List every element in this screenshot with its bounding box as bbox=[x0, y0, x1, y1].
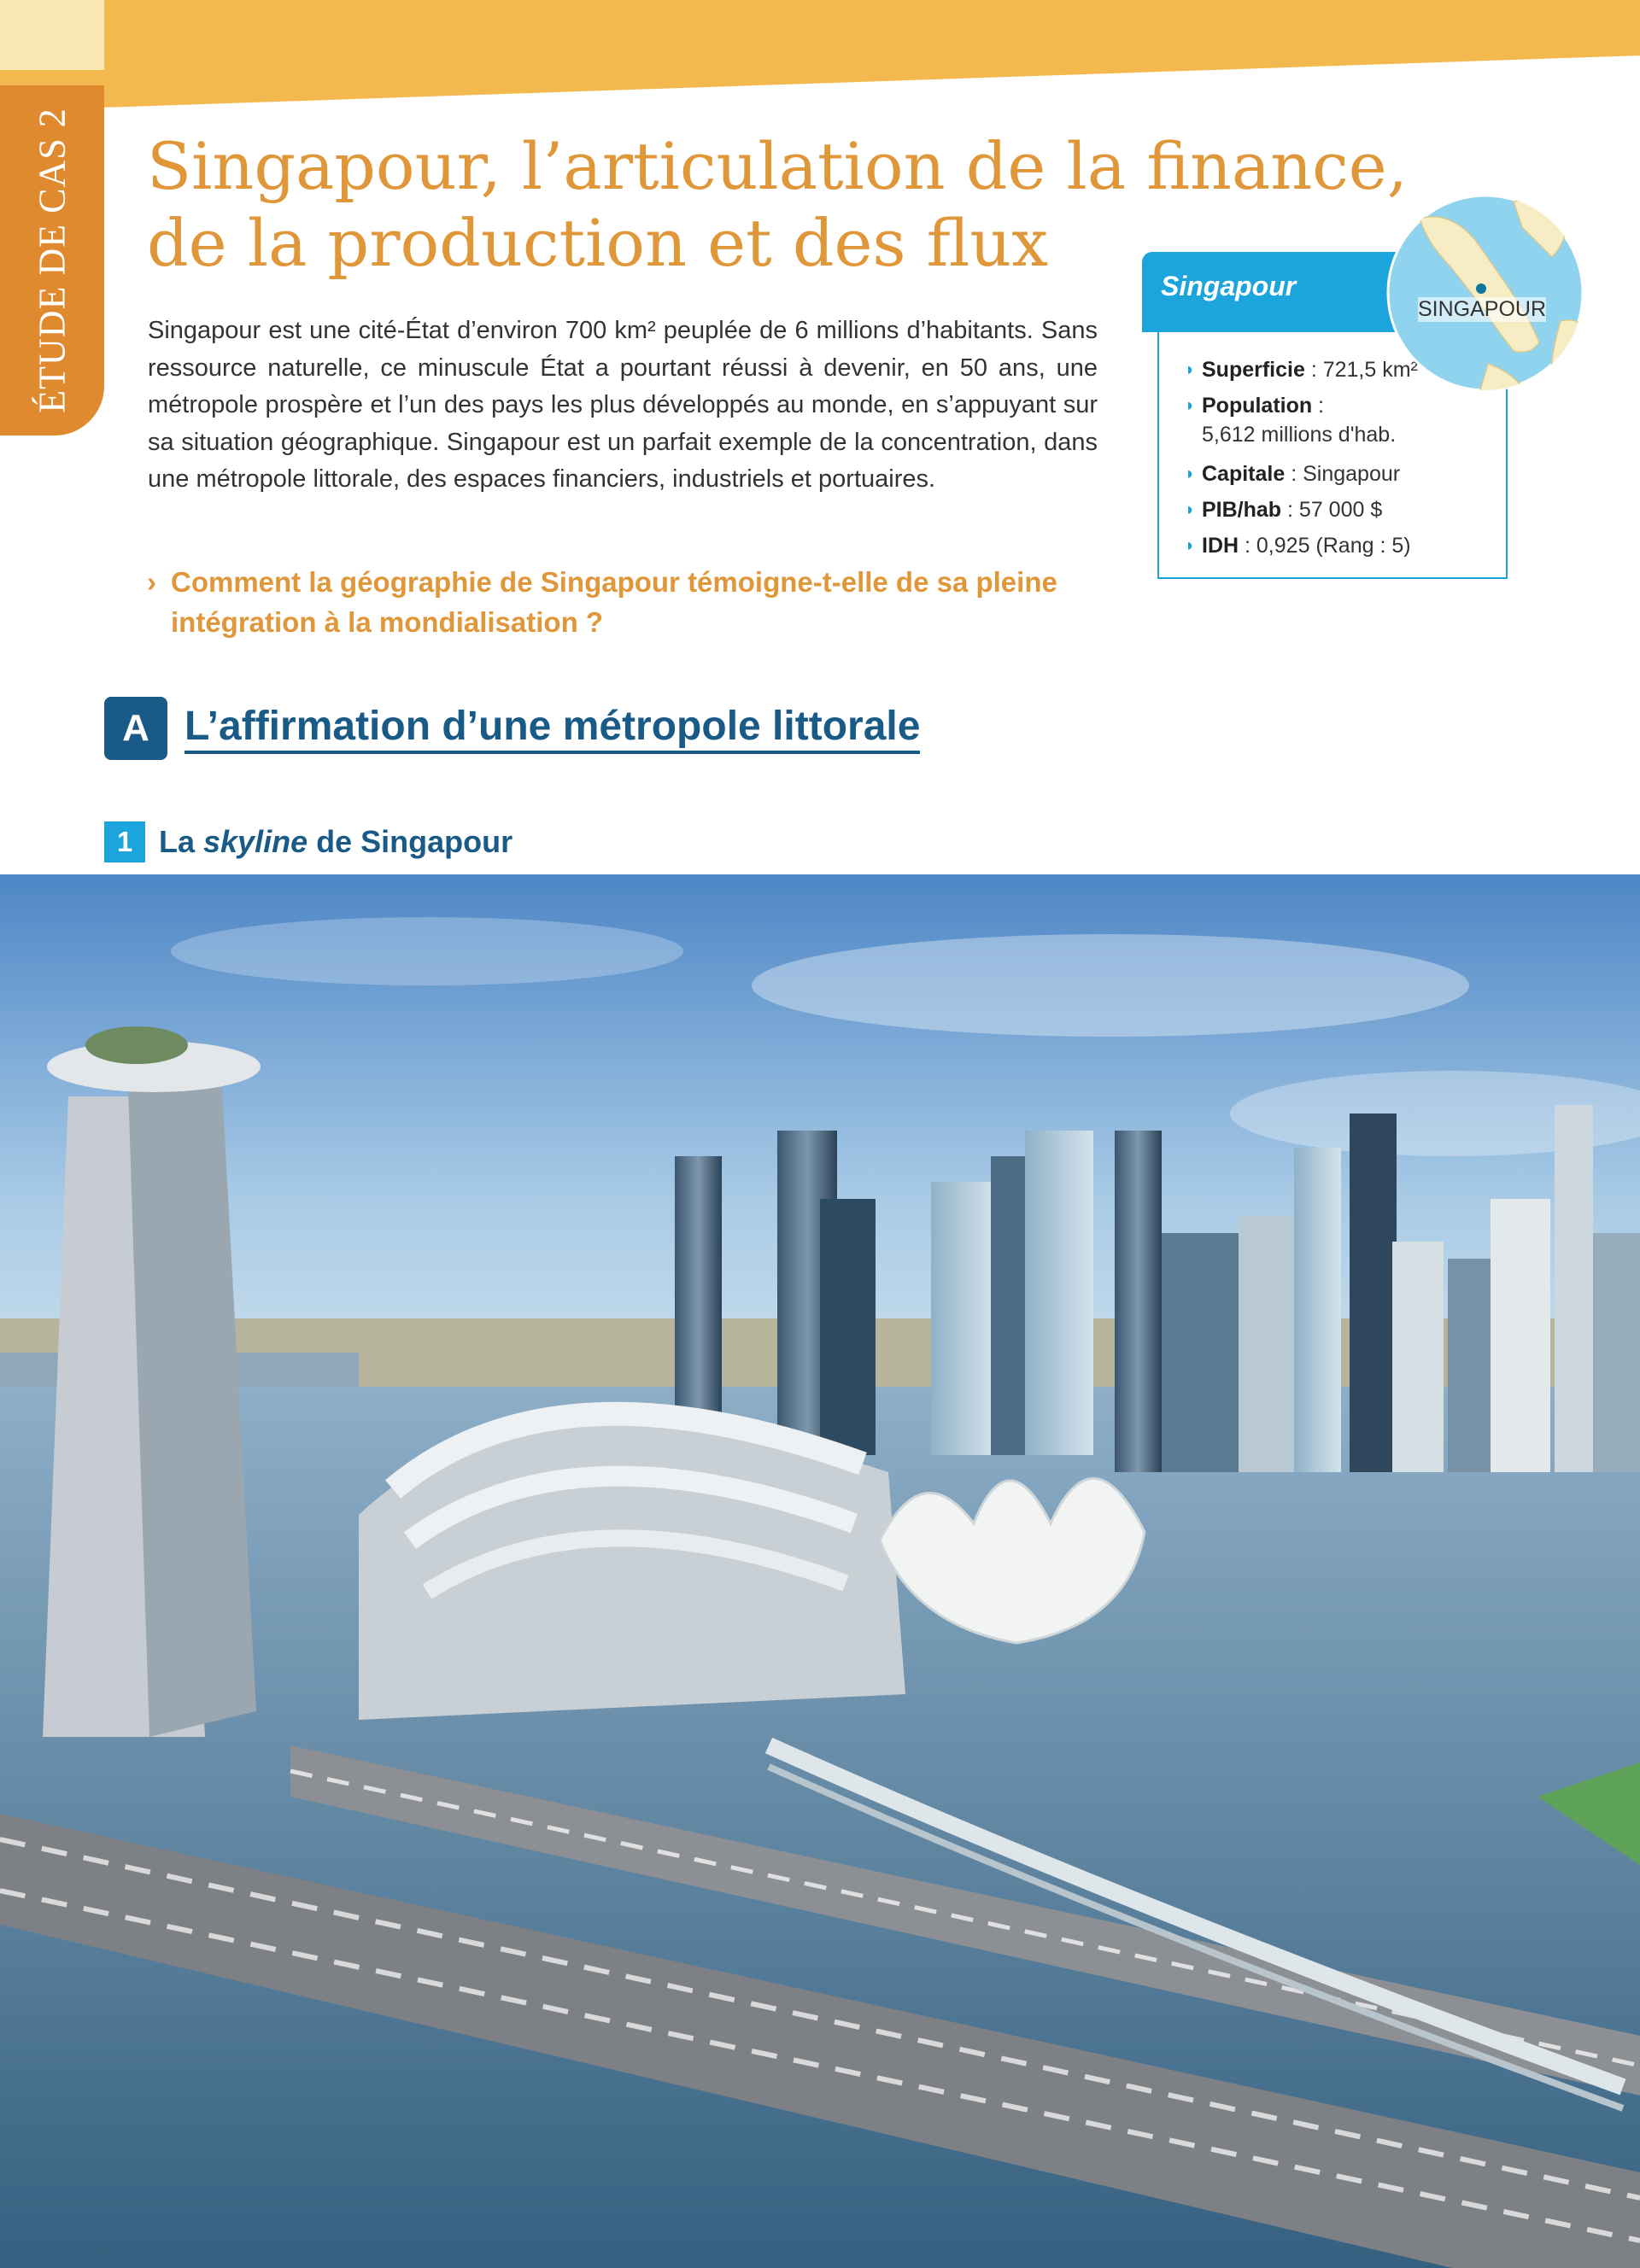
problem-question-text: Comment la géographie de Singapour témoigne-t-elle de sa pleine intégration à la mondialisation ? bbox=[171, 566, 1057, 638]
fact-item-capitale bbox=[1185, 456, 1499, 492]
bullet-triangle-icon: ◗ bbox=[1185, 396, 1196, 415]
fact-separator: : bbox=[1304, 358, 1323, 382]
bullet-triangle-icon: ◗ bbox=[1185, 465, 1196, 483]
fact-key: PIB/hab bbox=[1202, 498, 1282, 522]
fact-separator: : bbox=[1312, 394, 1325, 418]
section-a-heading bbox=[104, 696, 920, 761]
fact-value: Singapour bbox=[1303, 462, 1401, 486]
fact-value: 57 000 $ bbox=[1298, 498, 1383, 522]
cloud bbox=[752, 934, 1469, 1037]
bullet-triangle-icon: ◗ bbox=[1185, 500, 1196, 519]
page-title-line-1: Singapour, l’articulation de la finance, bbox=[147, 128, 1408, 204]
top-banner bbox=[0, 0, 1640, 111]
page-title-line-2: de la production et des flux bbox=[147, 205, 1049, 281]
intro-paragraph: Singapour est une cité-État d’environ 700 km² peuplée de 6 millions d’habitants. Sans ressource naturelle, ce minuscule État a pourtant réussi à devenir, en 50 ans, une métropole prospère et l’un des pays les plus développés au monde, en s’appuyant sur sa situation géographique. Singapour est un parfait exemple de la concentration, dans une métropole littorale, des espaces financiers, industriels et portuaires. bbox=[148, 317, 1098, 493]
fact-separator: : bbox=[1239, 534, 1256, 558]
fact-value: 5,612 millions d'hab. bbox=[1202, 423, 1397, 447]
section-letter-badge: A bbox=[104, 697, 167, 760]
top-corner-block bbox=[0, 0, 104, 70]
section-a-title: L’affirmation d’une métropole littorale bbox=[184, 703, 920, 754]
convention-centre bbox=[359, 1414, 905, 1720]
fact-separator: : bbox=[1281, 498, 1299, 522]
fact-key: Capitale bbox=[1202, 462, 1286, 486]
fact-key: Superficie bbox=[1202, 358, 1305, 382]
fact-value: 721,5 km² bbox=[1322, 358, 1418, 382]
chevron-right-icon: › bbox=[147, 566, 156, 598]
locator-map bbox=[1385, 193, 1585, 393]
fact-item-idh bbox=[1185, 528, 1499, 564]
fact-box-header bbox=[1142, 252, 1415, 332]
fact-separator: : bbox=[1285, 462, 1303, 486]
document-1-heading bbox=[104, 821, 512, 862]
singapore-skyline-photo bbox=[0, 874, 1640, 2268]
cloud bbox=[171, 917, 683, 985]
document-1-title: La skyline de Singapour bbox=[159, 824, 513, 859]
problem-question bbox=[147, 562, 1104, 642]
fact-item-pib bbox=[1185, 492, 1499, 528]
document-1-title-italic: skyline bbox=[203, 824, 308, 859]
fact-key: IDH bbox=[1202, 534, 1239, 558]
locator-map-label: SINGAPOUR bbox=[1418, 297, 1547, 321]
fact-item-population bbox=[1185, 391, 1499, 449]
singapore-location-dot bbox=[1476, 284, 1486, 294]
fact-value: 0,925 (Rang : 5) bbox=[1256, 534, 1411, 558]
bullet-triangle-icon: ◗ bbox=[1185, 360, 1196, 379]
fact-box-title: Singapour bbox=[1161, 271, 1297, 301]
bullet-triangle-icon: ◗ bbox=[1185, 536, 1196, 555]
fact-key: Population bbox=[1202, 394, 1313, 418]
case-study-label: ÉTUDE DE CAS 2 bbox=[31, 108, 73, 413]
document-number-badge: 1 bbox=[104, 821, 145, 862]
